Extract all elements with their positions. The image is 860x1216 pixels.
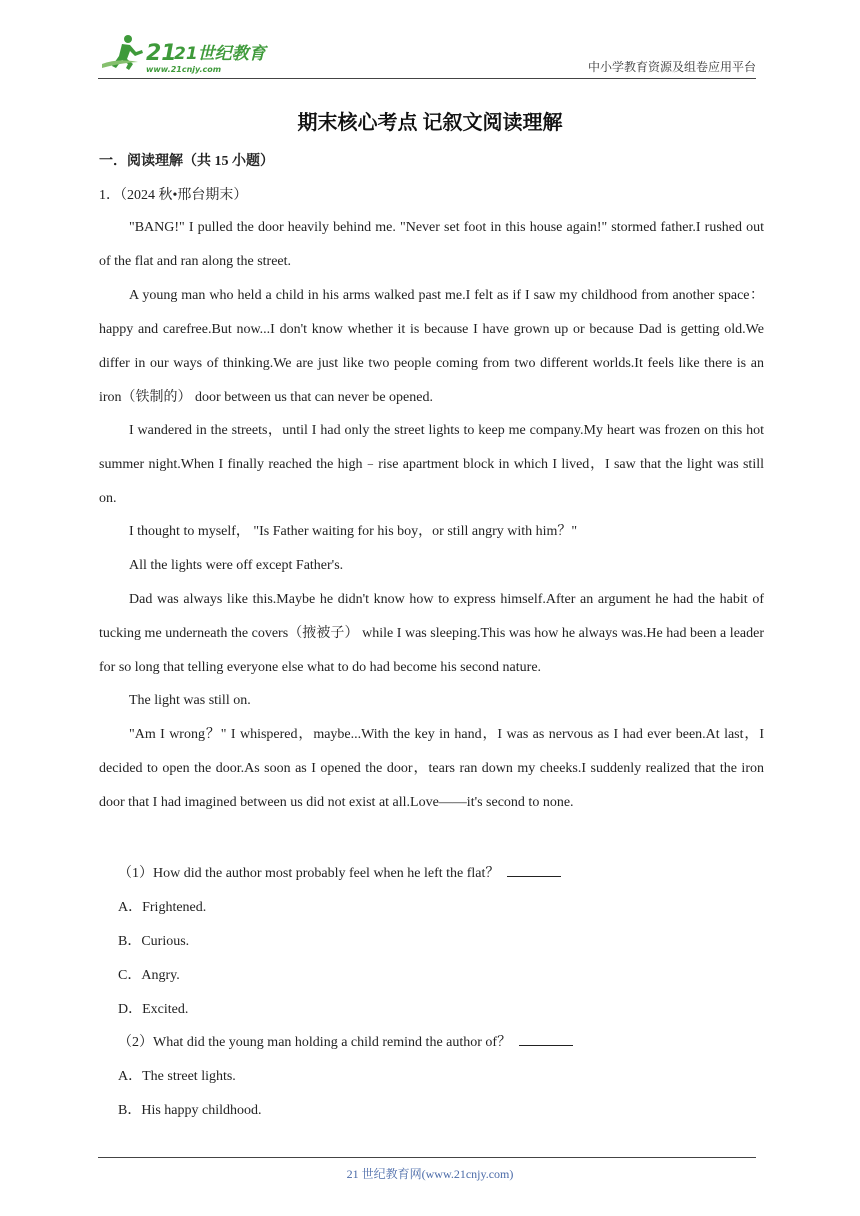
option-a: A．The street lights. [118, 1069, 236, 1084]
passage-paragraph: I thought to myself， "Is Father waiting for his boy，or still angry with him？" [129, 524, 578, 539]
svg-text:21: 21 [146, 41, 177, 66]
passage-paragraph: A young man who held a child in his arms walked past me.I felt as if I saw my childhood from another space：happy and carefree.But now...I don't know whether it is because I have grown up or because Dad is getting old.We differ in our ways of thinking.We are just like two people coming from two different worlds.It feels like there is an iron（铁制的） door between us that can never be opened. [99, 288, 764, 405]
passage-paragraph: "BANG!" I pulled the door heavily behind me. "Never set foot in this house again!" stormed father.I rushed out of the flat and ran along the street. [99, 220, 764, 269]
platform-label: 中小学教育资源及组卷应用平台 [587, 60, 756, 74]
footer-divider [98, 1157, 756, 1158]
page-title: 期末核心考点 记叙文阅读理解 [297, 112, 563, 134]
section-heading: 一．阅读理解（共 15 小题） [99, 154, 274, 169]
sub-question-2-prompt: （2）What did the young man holding a child remind the author of？ [118, 1035, 512, 1050]
option-b: B．Curious. [118, 934, 190, 949]
runner-icon [102, 35, 143, 70]
passage-paragraph: "Am I wrong？" I whispered，maybe...With the key in hand，I was as nervous as I had ever been.At last，I decided to open the door.As soon as I opened the door，tears ran down my cheeks.I suddenly realized that the iron door that I had imagined between us did not exist at all.Love——it's second to none. [99, 727, 764, 810]
passage-paragraph: The light was still on. [129, 693, 251, 708]
option-a: A．Frightened. [118, 900, 207, 915]
option-d: D．Excited. [118, 1002, 189, 1017]
svg-text:www.21cnjy.com: www.21cnjy.com [146, 65, 222, 74]
option-b: B．His happy childhood. [118, 1103, 262, 1118]
sub-question-1 [118, 862, 561, 882]
answer-blank[interactable] [519, 1033, 573, 1046]
logo-21cnjy [98, 32, 268, 76]
answer-blank[interactable] [507, 864, 561, 877]
sub-question-2 [118, 1031, 573, 1051]
option-c: C．Angry. [118, 968, 180, 983]
passage-paragraph: I wandered in the streets，until I had only the street lights to keep me company.My heart was frozen on this hot summer night.When I finally reached the high﹣rise apartment block in which I lived，I saw that the light was still on. [99, 423, 764, 506]
passage-paragraph: Dad was always like this.Maybe he didn't know how to express himself.After an argument he had the habit of tucking me underneath the covers（掖被子） while I was sleeping.This was how he always was.He had been a leader for so long that telling everyone else what to do had become his second nature. [99, 592, 764, 675]
passage-paragraph: All the lights were off except Father's. [129, 558, 344, 573]
sub-question-1-prompt: （1）How did the author most probably feel when he left the flat？ [118, 866, 500, 881]
page-header [98, 30, 756, 79]
svg-text:21世纪教育: 21世纪教育 [174, 44, 266, 64]
page-footer[interactable]: 21 世纪教育网(www.21cnjy.com) [346, 1167, 514, 1181]
question-source: 1．（2024 秋•邢台期末） [99, 188, 248, 203]
